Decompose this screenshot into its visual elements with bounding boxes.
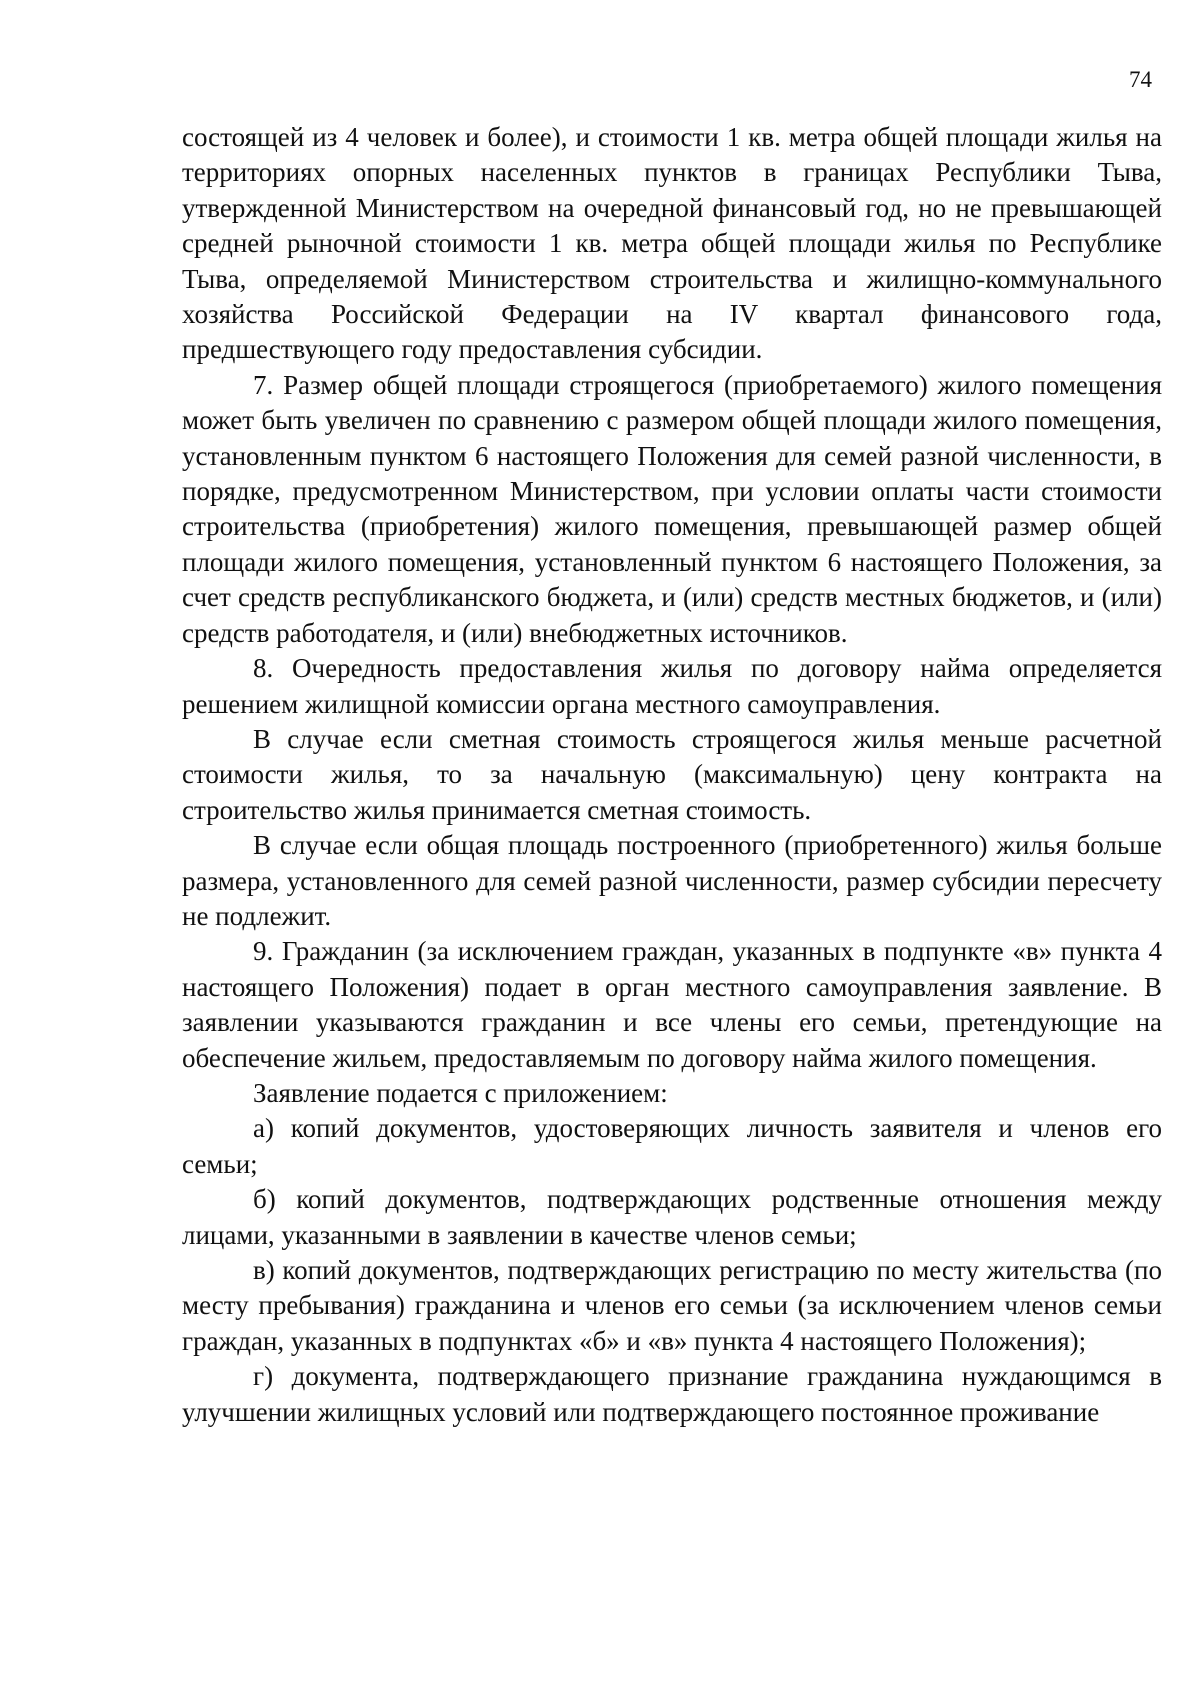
list-item-g: г) документа, подтверждающего признание гражданина нуждающимся в улучшении жилищных условий или подтверждающего постоянное проживание xyxy=(182,1361,1162,1427)
paragraph-item-8: 8. Очередность предоставления жилья по договору найма определяется решением жилищной комиссии органа местного самоуправления. xyxy=(182,653,1162,719)
paragraph-item-7: 7. Размер общей площади строящегося (приобретаемого) жилого помещения может быть увеличен по сравнению с размером общей площади жилого помещения, установленным пунктом 6 настоящего Положения для семей разной численности, в порядке, предусмотренном Министерством, при условии оплаты части стоимости строительства (приобретения) жилого помещения, превышающей размер общей площади жилого помещения, установленный пунктом 6 настоящего Положения, за счет средств республиканского бюджета, и (или) средств местных бюджетов, и (или) средств работодателя, и (или) внебюджетных источников. xyxy=(182,369,1162,648)
paragraph-item-9: 9. Гражданин (за исключением граждан, указанных в подпункте «в» пункта 4 настоящего Положения) подает в орган местного самоуправления заявление. В заявлении указываются гражданин и все члены его семьи, претендующие на обеспечение жильем, предоставляемым по договору найма жилого помещения. xyxy=(182,936,1162,1073)
paragraph-attachments-intro: Заявление подается с приложением: xyxy=(253,1077,668,1108)
page-number: 74 xyxy=(1129,67,1152,92)
list-item-a: а) копий документов, удостоверяющих личность заявителя и членов его семьи; xyxy=(182,1113,1162,1179)
paragraph-estimated-cost: В случае если сметная стоимость строящегося жилья меньше расчетной стоимости жилья, то за начальную (максимальную) цену контракта на строительство жилья принимается сметная стоимость. xyxy=(182,723,1162,825)
paragraph-continuation: состоящей из 4 человек и более), и стоимости 1 кв. метра общей площади жилья на территориях опорных населенных пунктов в границах Республики Тыва, утвержденной Министерством на очередной финансовый год, но не превышающей средней рыночной стоимости 1 кв. метра общей площади жилья по Республике Тыва, определяемой Министерством строительства и жилищно-коммунального хозяйства Российской Федерации на IV квартал финансового года, предшествующего году предоставления субсидии. xyxy=(182,122,1162,365)
document-body xyxy=(182,120,1162,1430)
list-item-v: в) копий документов, подтверждающих регистрацию по месту жительства (по месту пребывания) гражданина и членов его семьи (за исключением членов семьи граждан, указанных в подпунктах «б» и «в» пункта 4 настоящего Положения); xyxy=(182,1255,1162,1356)
paragraph-area-exceeds: В случае если общая площадь построенного (приобретенного) жилья больше размера, установленного для семей разной численности, размер субсидии пересчету не подлежит. xyxy=(182,830,1162,931)
list-item-b: б) копий документов, подтверждающих родственные отношения между лицами, указанными в заявлении в качестве членов семьи; xyxy=(182,1184,1162,1250)
